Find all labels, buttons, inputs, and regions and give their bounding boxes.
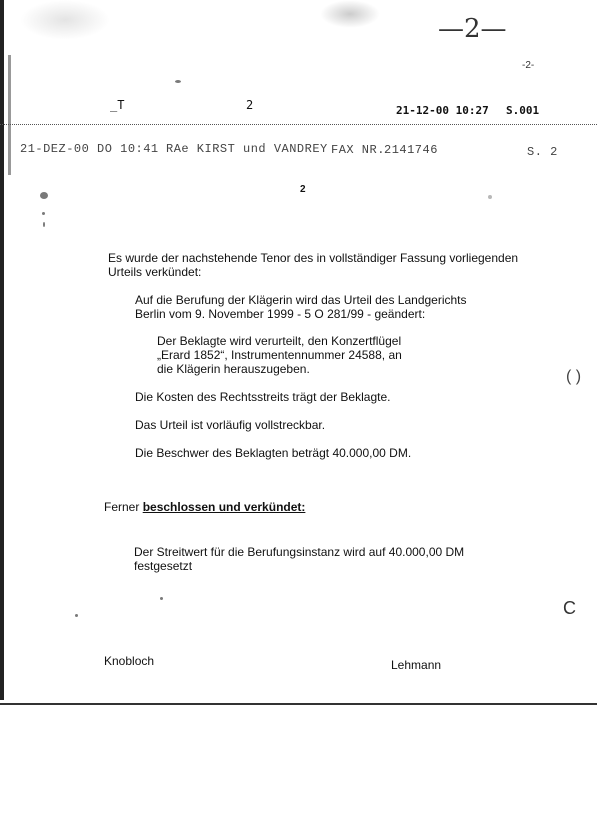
scan-speck	[40, 192, 48, 199]
signature-left: Knobloch	[104, 654, 155, 668]
signature-right: Lehmann	[391, 658, 442, 672]
value-line-2: festgesetzt	[134, 559, 193, 573]
fax-number-label: FAX NR.	[331, 143, 385, 157]
scan-smudge-top-left	[20, 0, 110, 40]
costs-line: Die Kosten des Rechtsstreits trägt der Beklagte.	[135, 390, 391, 404]
fax-header-number: 2	[246, 98, 254, 112]
fax-header-mark: _T	[110, 98, 125, 112]
fax-page: S. 2	[527, 145, 558, 159]
page-number: 2	[300, 184, 306, 195]
fax-separator-line	[0, 124, 597, 125]
intro-line-2: Urteils verkündet:	[108, 265, 202, 279]
fax-sender: RAe KIRST und VANDREY	[166, 142, 328, 156]
enforceable-line: Das Urteil ist vorläufig vollstreckbar.	[135, 418, 326, 432]
page-marker: -2-	[522, 60, 535, 71]
further-prefix: Ferner	[104, 500, 143, 514]
further-decided-line	[104, 500, 305, 514]
fax-transmission-datetime: 21-DEZ-00 DO 10:41	[20, 142, 159, 156]
scan-edge-bar	[0, 0, 4, 700]
handwritten-page-number: —2—	[438, 14, 507, 44]
intro-line-1: Es wurde der nachstehende Tenor des in vollständiger Fassung vorliegenden	[108, 251, 519, 265]
scan-speck	[160, 597, 163, 600]
verdict-line-2: „Erard 1852“, Instrumentennummer 24588, an	[157, 348, 402, 362]
verdict-line-1: Der Beklagte wird verurteilt, den Konzertflügel	[157, 334, 402, 348]
fax-number: 2141746	[384, 143, 438, 157]
scan-smudge-top	[320, 0, 380, 28]
further-decided-underlined: beschlossen und verkündet:	[142, 500, 306, 514]
value-line-1: Der Streitwert für die Berufungsinstanz wird auf 40.000,00 DM	[134, 545, 465, 559]
margin-bracket-mark: ( )	[566, 368, 582, 385]
fax-header-page: S.001	[506, 104, 540, 117]
appeal-line-1: Auf die Berufung der Klägerin wird das Urteil des Landgerichts	[135, 293, 467, 307]
scan-speck	[175, 80, 181, 83]
scan-edge-smudge	[8, 55, 11, 175]
grievance-line: Die Beschwer des Beklagten beträgt 40.000,00 DM.	[135, 446, 412, 460]
scan-speck	[75, 614, 78, 617]
appeal-line-2: Berlin vom 9. November 1999 - 5 O 281/99 - geändert:	[135, 307, 426, 321]
scan-speck	[42, 212, 45, 215]
margin-hook-mark: C	[563, 598, 576, 618]
page-bottom-line	[0, 703, 597, 705]
verdict-line-3: die Klägerin herauszugeben.	[157, 362, 310, 376]
scan-speck	[43, 222, 45, 227]
fax-header-datetime: 21-12-00 10:27	[396, 104, 489, 117]
scan-speck	[488, 195, 492, 199]
